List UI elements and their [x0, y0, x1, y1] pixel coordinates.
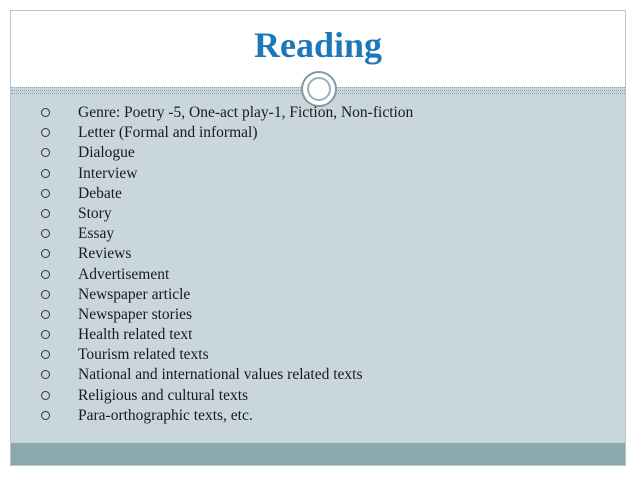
bullet-item	[41, 285, 625, 305]
bullet-text: Tourism related texts	[78, 346, 209, 364]
hollow-circle-bullet-icon	[41, 310, 50, 319]
bullet-text: Dialogue	[78, 144, 135, 162]
bullet-text: Essay	[78, 225, 115, 243]
hollow-circle-bullet-icon	[41, 411, 50, 420]
hollow-circle-bullet-icon	[41, 189, 50, 198]
bullet-item	[41, 184, 625, 204]
bullet-text: Religious and cultural texts	[78, 386, 249, 404]
bullet-item	[41, 143, 625, 163]
bullet-item	[41, 224, 625, 244]
bullet-item	[41, 305, 625, 325]
bullet-text: Reviews	[78, 245, 132, 263]
bullet-item	[41, 345, 625, 365]
bullet-text: Letter (Formal and informal)	[78, 124, 258, 142]
bullet-list	[11, 103, 625, 426]
hollow-circle-bullet-icon	[41, 108, 50, 117]
bullet-item	[41, 244, 625, 264]
hollow-circle-bullet-icon	[41, 290, 50, 299]
hollow-circle-bullet-icon	[41, 330, 50, 339]
hollow-circle-bullet-icon	[41, 209, 50, 218]
bullet-text: Story	[78, 204, 112, 222]
hollow-circle-bullet-icon	[41, 128, 50, 137]
bullet-text: Interview	[78, 164, 138, 182]
bullet-item	[41, 103, 625, 123]
slide-frame	[10, 10, 626, 466]
bullet-item	[41, 265, 625, 285]
hollow-circle-bullet-icon	[41, 350, 50, 359]
bullet-item	[41, 123, 625, 143]
bullet-text: Newspaper article	[78, 285, 191, 303]
footer-band	[11, 443, 625, 465]
hollow-circle-bullet-icon	[41, 370, 50, 379]
bullet-item	[41, 164, 625, 184]
hollow-circle-bullet-icon	[41, 391, 50, 400]
bullet-text: Genre: Poetry -5, One-act play-1, Fiction, Non-fiction	[78, 104, 414, 121]
bullet-text: Para-orthographic texts, etc.	[78, 406, 253, 424]
slide-title: Reading	[253, 25, 383, 65]
hollow-circle-bullet-icon	[41, 270, 50, 279]
bullet-text: Debate	[78, 184, 122, 202]
bullet-item	[41, 406, 625, 426]
slide-content	[11, 103, 625, 426]
bullet-item	[41, 365, 625, 385]
bullet-text: Health related text	[78, 326, 193, 344]
hollow-circle-bullet-icon	[41, 249, 50, 258]
bullet-text: Advertisement	[78, 265, 170, 283]
bullet-text: Newspaper stories	[78, 305, 193, 323]
bullet-text: National and international values related texts	[78, 366, 363, 384]
hollow-circle-bullet-icon	[41, 229, 50, 238]
circle-ornament-inner	[307, 77, 331, 101]
bullet-item	[41, 204, 625, 224]
circle-ornament-icon	[301, 71, 337, 107]
hollow-circle-bullet-icon	[41, 169, 50, 178]
bullet-item	[41, 325, 625, 345]
bullet-item	[41, 386, 625, 406]
hollow-circle-bullet-icon	[41, 148, 50, 157]
